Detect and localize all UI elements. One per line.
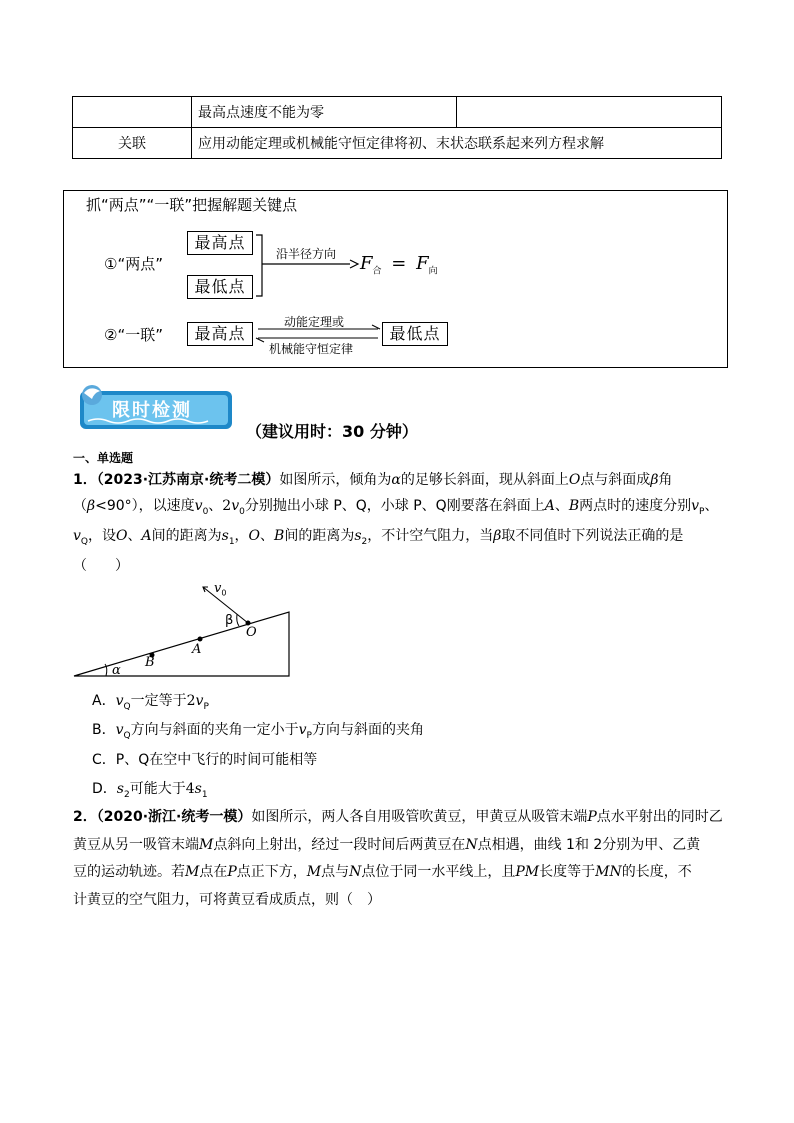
q1-text: 如图所示，倾角为 xyxy=(279,472,392,488)
subscript: Q xyxy=(80,536,89,547)
q2-source: （2020·浙江·统考一模） xyxy=(96,809,252,825)
q2-text: 点与 xyxy=(321,864,350,880)
q1-text: 、 xyxy=(208,498,223,514)
q1-text: 、 xyxy=(260,528,275,544)
subscript: P xyxy=(203,701,209,712)
highest-point-box: 最高点 xyxy=(187,322,253,346)
q1-number-2: 2 xyxy=(222,498,232,514)
v-symbol: v xyxy=(298,722,307,738)
subscript: 0 xyxy=(239,506,245,517)
q1-text: 、 xyxy=(554,498,569,514)
point-m: M xyxy=(185,864,200,880)
highest-point-box: 最高点 xyxy=(187,231,253,255)
table-cell: 最高点速度不能为零 xyxy=(192,97,457,128)
lowest-point-box: 最低点 xyxy=(382,322,448,346)
option-label: D． xyxy=(92,781,117,797)
v-symbol: v xyxy=(115,693,124,709)
beta-symbol: β xyxy=(87,498,96,514)
beta-symbol: β xyxy=(650,472,659,488)
table-row xyxy=(73,97,722,128)
v-symbol: v xyxy=(691,498,700,514)
v-symbol: v xyxy=(195,693,204,709)
segment-mn: MN xyxy=(595,864,622,880)
q2-text: 点相遇，曲线 1和 2分别为甲、乙黄 xyxy=(477,837,701,853)
table-cell xyxy=(73,97,192,128)
suggested-time: （建议用时：30 分钟） xyxy=(246,422,418,441)
point-p: P xyxy=(587,809,597,825)
point-p: P xyxy=(227,864,237,880)
point-o: O xyxy=(568,472,581,488)
v-symbol: v xyxy=(231,498,240,514)
point-b: B xyxy=(568,498,580,514)
q2-text: 点水平射出的同时乙 xyxy=(596,809,723,825)
fig-point-a xyxy=(192,642,201,657)
alpha-symbol: α xyxy=(391,472,401,488)
q1-option-b[interactable] xyxy=(92,719,424,741)
q2-number: 2． xyxy=(73,809,97,825)
q2-text: 长度等于 xyxy=(539,864,596,880)
q1-line-2 xyxy=(73,496,718,522)
force-symbol: F xyxy=(416,253,429,274)
subscript-xiang: 向 xyxy=(428,266,438,277)
option-number: 4 xyxy=(185,781,195,797)
option-text: 可能大于 xyxy=(129,781,186,797)
point-a: A xyxy=(141,528,152,544)
q1-incline-figure xyxy=(72,578,294,678)
v-symbol: v xyxy=(194,498,203,514)
subscript: P xyxy=(699,506,705,517)
subscript: 2 xyxy=(361,536,368,547)
q1-line-3 xyxy=(73,526,683,552)
v-symbol: v xyxy=(115,722,124,738)
subscript-he: 合 xyxy=(372,266,382,277)
method-box xyxy=(63,190,728,368)
q1-text: 两点时的速度分别 xyxy=(579,498,692,514)
point-b: B xyxy=(145,655,155,670)
option-text: 方向与斜面的夹角 xyxy=(311,722,424,738)
q1-option-c[interactable] xyxy=(92,749,317,769)
point-a: A xyxy=(192,642,202,657)
option-label: C． xyxy=(92,752,116,768)
fig-point-o xyxy=(246,625,257,640)
q2-text: 点正下方， xyxy=(236,864,307,880)
point-o: O xyxy=(116,528,128,544)
table-row xyxy=(73,128,722,159)
v-symbol: v xyxy=(214,581,222,596)
badge-label: 限时检测 xyxy=(112,400,192,421)
table-cell xyxy=(457,97,722,128)
q2-line-2 xyxy=(73,835,700,855)
equals-sign: = xyxy=(391,253,407,274)
point-n: N xyxy=(465,837,478,853)
option-label: A． xyxy=(92,693,116,709)
subscript: 2 xyxy=(123,789,130,800)
q1-text: 分别抛出小球 P、Q，小球 P、Q刚要落在斜面上 xyxy=(244,498,545,514)
s-symbol: s xyxy=(116,781,124,797)
summary-table xyxy=(72,96,722,159)
q1-text: 、 xyxy=(127,528,142,544)
force-equation xyxy=(360,253,438,277)
q1-option-d[interactable] xyxy=(92,778,208,800)
q2-text: 点在 xyxy=(199,864,228,880)
v-symbol: v xyxy=(73,528,81,544)
q1-text: 角 xyxy=(658,472,673,488)
option-text: 一定等于 xyxy=(130,693,187,709)
q1-text: ，设 xyxy=(88,528,117,544)
point-a: A xyxy=(544,498,555,514)
alpha-symbol: α xyxy=(112,663,121,678)
subscript: 1 xyxy=(201,789,208,800)
q1-source: （2023·江苏南京·统考二模） xyxy=(96,472,280,488)
option-number: 2 xyxy=(186,693,196,709)
q2-line-4: 计黄豆的空气阻力，可将黄豆看成质点，则（ ） xyxy=(73,892,381,908)
q2-text: 的长度，不 xyxy=(621,864,692,880)
lowest-point-box: 最低点 xyxy=(187,275,253,299)
q1-option-a[interactable] xyxy=(92,690,209,712)
q1-text: 、 xyxy=(704,498,719,514)
fig-beta-label: β xyxy=(225,613,234,628)
point-m: M xyxy=(306,864,322,880)
point-o: O xyxy=(246,625,257,640)
q1-text: ，不计空气阻力，当 xyxy=(367,528,494,544)
q1-text: ， xyxy=(234,528,249,544)
q1-number: 1． xyxy=(73,472,97,488)
s-symbol: s xyxy=(194,781,202,797)
q1-text: 点与斜面成 xyxy=(580,472,651,488)
q1-text: <90°），以速度 xyxy=(95,498,195,514)
q1-text: 间的距离为 xyxy=(151,528,222,544)
option-label: B． xyxy=(92,722,116,738)
subscript: P xyxy=(306,730,312,741)
beta-symbol: β xyxy=(493,528,502,544)
table-cell: 应用动能定理或机械能守恒定律将初、末状态联系起来列方程求解 xyxy=(192,128,722,159)
subscript: 0 xyxy=(202,506,209,517)
fig-alpha-label xyxy=(112,663,121,678)
q1-text: 的足够长斜面，现从斜面上 xyxy=(400,472,569,488)
fig-v0-label xyxy=(214,581,226,598)
s-symbol: s xyxy=(354,528,362,544)
q1-text: （ xyxy=(73,498,87,514)
fig-point-b xyxy=(145,655,155,670)
method-item-2: ②“一联” xyxy=(104,326,163,344)
q2-line-1 xyxy=(73,807,723,827)
option-text: P、Q在空中飞行的时间可能相等 xyxy=(115,752,318,768)
q2-text: 点斜向上射出，经过一段时间后两黄豆在 xyxy=(213,837,466,853)
subscript: 0 xyxy=(221,588,227,598)
section-heading: 一、单选题 xyxy=(73,451,134,465)
q1-text: 间的距离为 xyxy=(284,528,355,544)
method-item-1: ①“两点” xyxy=(104,255,163,273)
s-symbol: s xyxy=(221,528,229,544)
q1-line-1 xyxy=(73,470,672,490)
table-cell: 关联 xyxy=(73,128,192,159)
subscript: Q xyxy=(123,701,131,712)
point-m: M xyxy=(199,837,214,853)
along-radius-label: 沿半径方向 xyxy=(276,247,337,261)
point-o: O xyxy=(248,528,261,544)
q1-answer-paren: （ ） xyxy=(73,558,129,574)
q2-text: 如图所示，两人各自用吸管吹黄豆，甲黄豆从吸管末端 xyxy=(251,809,588,825)
theorem-top-label: 动能定理或 xyxy=(284,315,345,329)
q2-text: 点位于同一水平线上，且 xyxy=(361,864,516,880)
theorem-bottom-label: 机械能守恒定律 xyxy=(269,342,354,356)
force-symbol: F xyxy=(360,253,373,274)
segment-pm: PM xyxy=(515,864,540,880)
point-n: N xyxy=(349,864,362,880)
option-text: 方向与斜面的夹角一定小于 xyxy=(130,722,299,738)
subscript: Q xyxy=(123,730,131,741)
q2-line-3 xyxy=(73,862,692,882)
q2-text: 黄豆从另一吸管末端 xyxy=(73,837,199,853)
q1-text: 取不同值时下列说法正确的是 xyxy=(501,528,684,544)
q2-text: 豆的运动轨迹。若 xyxy=(73,864,185,880)
method-title: 抓“两点”“一联”把握解题关键点 xyxy=(86,196,298,214)
subscript: 1 xyxy=(228,536,235,547)
point-b: B xyxy=(274,528,285,544)
